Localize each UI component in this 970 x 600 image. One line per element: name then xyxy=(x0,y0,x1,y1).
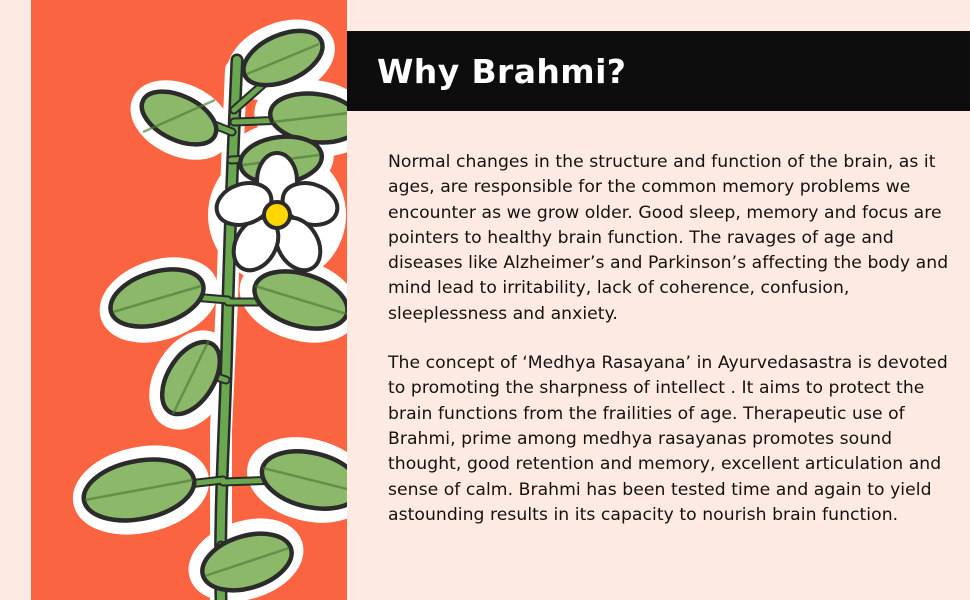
illustration-panel xyxy=(31,0,347,600)
brahmi-plant-illustration xyxy=(31,0,347,600)
paragraph-2: The concept of ‘Medhya Rasayana’ in Ayurvedasastra is devoted to promoting the sharpness of intellect . It aims to protect the brain functions from the frailities of age. Therapeutic use of Brahmi, prime among medhya rasayanas promotes sound thought, good retention and memory, excellent articulation and sense of calm. Brahmi has been tested time and again to yield astounding results in its capacity to nourish brain function. xyxy=(388,353,948,525)
header-bar xyxy=(347,31,970,111)
paragraph-1: Normal changes in the structure and function of the brain, as it ages, are responsible for the common memory problems we encounter as we grow older. Good sleep, memory and focus are pointers to healthy brain function. The ravages of age and diseases like Alzheimer’s and Parkinson’s affecting the body and mind lead to irritability, lack of coherence, confusion, sleeplessness and anxiety. xyxy=(388,152,949,324)
page-title: Why Brahmi? xyxy=(377,51,627,91)
body-text xyxy=(388,150,950,528)
